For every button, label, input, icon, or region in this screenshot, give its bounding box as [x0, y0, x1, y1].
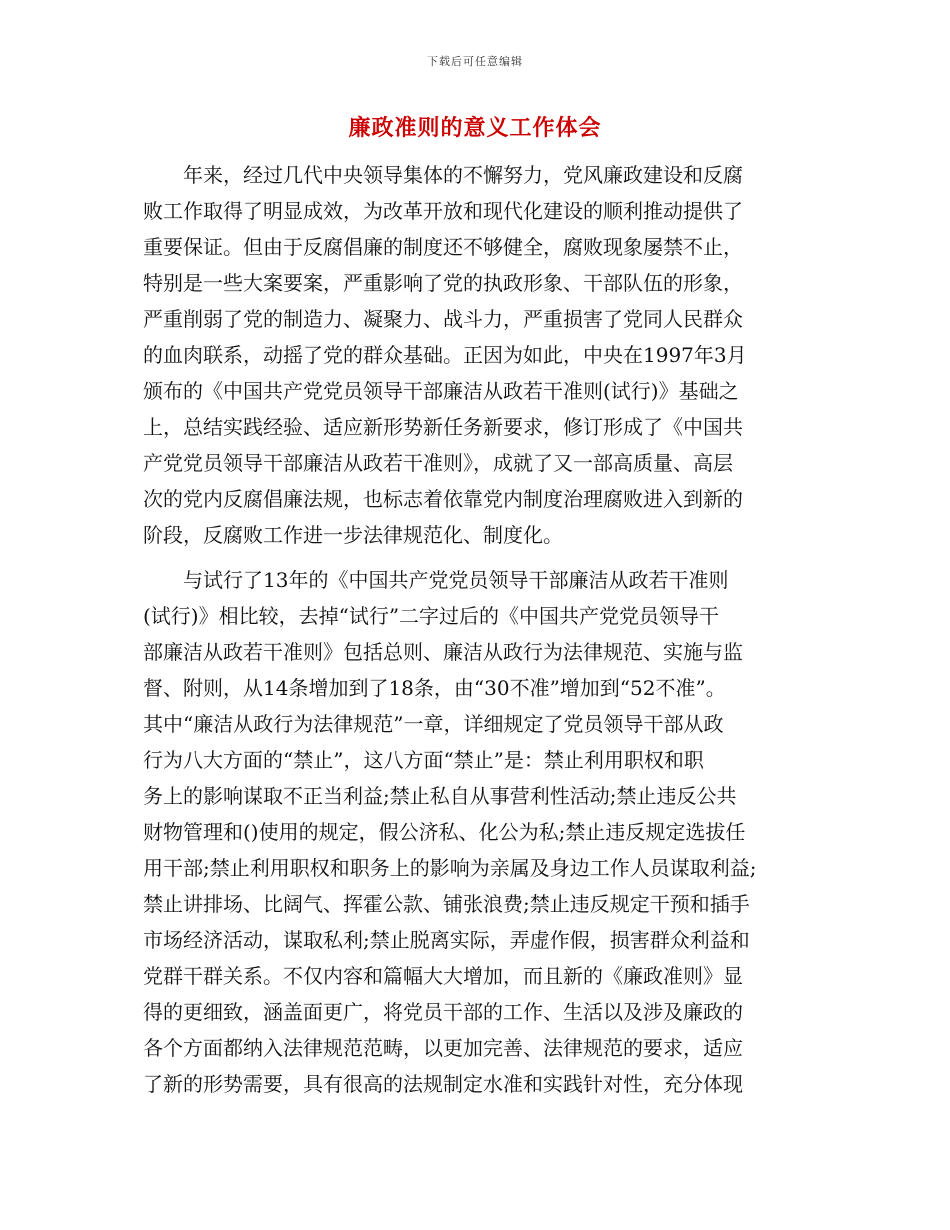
- body-line: 务上的影响谋取不正当利益;禁止私自从事营利性活动;禁止违反公共: [143, 784, 737, 808]
- body-line: 次的党内反腐倡廉法规，也标志着依靠党内制度治理腐败进入到新的: [143, 487, 743, 511]
- body-line: 特别是一些大案要案，严重影响了党的执政形象、干部队伍的形象，: [143, 271, 743, 295]
- body-line: 督、附则，从14条增加到了18条，由“30不准”增加到“52不准”。: [143, 676, 726, 700]
- body-line: 年来，经过几代中央领导集体的不懈努力，党风廉政建设和反腐: [143, 163, 743, 187]
- body-line: 产党党员领导干部廉洁从政若干准则》，成就了又一部高质量、高层: [143, 451, 733, 475]
- body-line: 禁止讲排场、比阔气、挥霍公款、铺张浪费;禁止违反规定干预和插手: [143, 892, 750, 916]
- body-line: 用干部;禁止利用职权和职务上的影响为亲属及身边工作人员谋取利益;: [143, 856, 757, 880]
- body-line: 的血肉联系，动摇了党的群众基础。正因为如此，中央在1997年3月: [143, 343, 747, 367]
- page-header: 下载后可任意编辑: [427, 55, 523, 68]
- body-line: 得的更细致，涵盖面更广，将党员干部的工作、生活以及涉及廉政的: [143, 1000, 743, 1024]
- document-title: 廉政准则的意义工作体会: [348, 115, 602, 141]
- body-line: 重要保证。但由于反腐倡廉的制度还不够健全，腐败现象屡禁不止，: [143, 235, 743, 259]
- body-line: 各个方面都纳入法律规范范畴，以更加完善、法律规范的要求，适应: [143, 1036, 743, 1060]
- body-line: 部廉洁从政若干准则》包括总则、廉洁从政行为法律规范、实施与监: [143, 640, 743, 664]
- body-line: 财物管理和()使用的规定，假公济私、化公为私;禁止违反规定选拔任: [143, 820, 746, 844]
- body-line: 严重削弱了党的制造力、凝聚力、战斗力，严重损害了党同人民群众: [143, 307, 743, 331]
- body-line: 了新的形势需要，具有很高的法规制定水准和实践针对性，充分体现: [143, 1072, 743, 1096]
- body-line: 阶段，反腐败工作进一步法律规范化、制度化。: [143, 523, 563, 547]
- body-line: 上，总结实践经验、适应新形势新任务新要求，修订形成了《中国共: [143, 415, 743, 439]
- body-line: 市场经济活动，谋取私利;禁止脱离实际，弄虚作假，损害群众利益和: [143, 928, 750, 952]
- body-line: 党群干群关系。不仅内容和篇幅大大增加，而且新的《廉政准则》显: [143, 964, 743, 988]
- body-line: 颁布的《中国共产党党员领导干部廉洁从政若干准则(试行)》基础之: [143, 379, 739, 403]
- body-line: (试行)》相比较，去掉“试行”二字过后的《中国共产党党员领导干: [143, 604, 720, 628]
- body-line: 与试行了13年的《中国共产党党员领导干部廉洁从政若干准则: [143, 568, 729, 592]
- body-line: 行为八大方面的“禁止”，这八方面“禁止”是：禁止利用职权和职: [143, 748, 704, 772]
- body-line: 其中“廉洁从政行为法律规范”一章，详细规定了党员领导干部从政: [143, 712, 724, 736]
- body-line: 败工作取得了明显成效，为改革开放和现代化建设的顺利推动提供了: [143, 199, 743, 223]
